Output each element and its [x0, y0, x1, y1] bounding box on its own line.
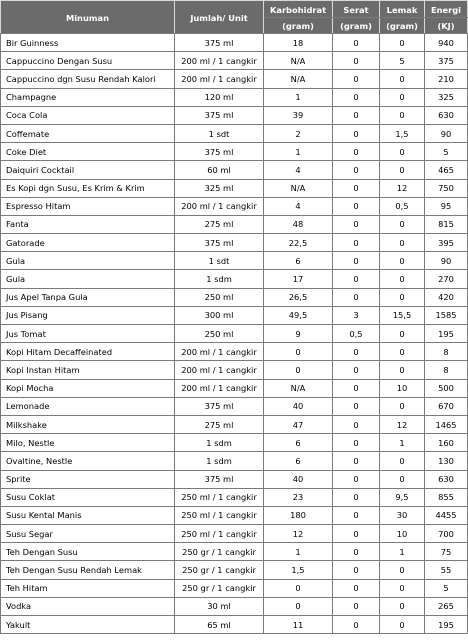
energy-cell: 90: [425, 124, 468, 142]
beverage-name-cell: Sprite: [1, 470, 175, 488]
carbohydrate-cell: 40: [264, 470, 333, 488]
fiber-cell: 0: [333, 616, 380, 634]
carbohydrate-cell: 23: [264, 488, 333, 506]
amount-cell: 30 ml: [175, 597, 264, 615]
fat-cell: 0: [380, 106, 425, 124]
carbohydrate-cell: 47: [264, 415, 333, 433]
table-row: [1, 561, 468, 579]
fiber-cell: 0: [333, 252, 380, 270]
fiber-cell: 0: [333, 288, 380, 306]
table-row: [1, 306, 468, 324]
table-row: [1, 470, 468, 488]
carbohydrate-cell: 6: [264, 452, 333, 470]
carbohydrate-cell: N/A: [264, 70, 333, 88]
fat-cell: 0: [380, 579, 425, 597]
fat-cell: 9,5: [380, 488, 425, 506]
energy-cell: 395: [425, 234, 468, 252]
carbohydrate-cell: 12: [264, 525, 333, 543]
amount-cell: 375 ml: [175, 106, 264, 124]
energy-cell: 500: [425, 379, 468, 397]
amount-cell: 250 gr / 1 cangkir: [175, 561, 264, 579]
energy-cell: 265: [425, 597, 468, 615]
energy-cell: 270: [425, 270, 468, 288]
beverage-name-cell: Teh Hitam: [1, 579, 175, 597]
fiber-cell: 0: [333, 397, 380, 415]
beverage-name-cell: Es Kopi dgn Susu, Es Krim & Krim: [1, 179, 175, 197]
fiber-cell: 0: [333, 452, 380, 470]
header-lemak: Lemak: [380, 1, 425, 18]
table-header: [1, 1, 468, 34]
amount-cell: 1 sdt: [175, 252, 264, 270]
fat-cell: 5: [380, 52, 425, 70]
fiber-cell: 0: [333, 34, 380, 52]
carbohydrate-cell: N/A: [264, 52, 333, 70]
fat-cell: 10: [380, 379, 425, 397]
fiber-cell: 0: [333, 579, 380, 597]
carbohydrate-cell: 18: [264, 34, 333, 52]
fiber-cell: 0: [333, 506, 380, 524]
carbohydrate-cell: 1: [264, 143, 333, 161]
carbohydrate-cell: 9: [264, 325, 333, 343]
fat-cell: 0: [380, 143, 425, 161]
fiber-cell: 0: [333, 52, 380, 70]
fat-cell: 12: [380, 179, 425, 197]
header-jumlah: Jumlah/ Unit: [175, 1, 264, 34]
energy-cell: 95: [425, 197, 468, 215]
fat-cell: 10: [380, 525, 425, 543]
amount-cell: 250 ml / 1 cangkir: [175, 488, 264, 506]
table-row: [1, 379, 468, 397]
amount-cell: 375 ml: [175, 34, 264, 52]
energy-cell: 670: [425, 397, 468, 415]
carbohydrate-cell: N/A: [264, 179, 333, 197]
header-unit-karbohidrat: (gram): [264, 18, 333, 34]
amount-cell: 250 ml / 1 cangkir: [175, 506, 264, 524]
energy-cell: 700: [425, 525, 468, 543]
header-serat: Serat: [333, 1, 380, 18]
carbohydrate-cell: 40: [264, 397, 333, 415]
beverage-name-cell: Jus Apel Tanpa Gula: [1, 288, 175, 306]
fat-cell: 0: [380, 616, 425, 634]
table-row: [1, 270, 468, 288]
fat-cell: 0: [380, 325, 425, 343]
amount-cell: 300 ml: [175, 306, 264, 324]
carbohydrate-cell: 22,5: [264, 234, 333, 252]
energy-cell: 325: [425, 88, 468, 106]
header-karbohidrat: Karbohidrat: [264, 1, 333, 18]
fiber-cell: 0: [333, 179, 380, 197]
amount-cell: 375 ml: [175, 143, 264, 161]
table-row: [1, 579, 468, 597]
amount-cell: 120 ml: [175, 88, 264, 106]
beverage-name-cell: Coffemate: [1, 124, 175, 142]
fiber-cell: 0: [333, 197, 380, 215]
energy-cell: 195: [425, 325, 468, 343]
carbohydrate-cell: 4: [264, 197, 333, 215]
table-row: [1, 488, 468, 506]
beverage-name-cell: Daiquiri Cocktail: [1, 161, 175, 179]
table-row: [1, 452, 468, 470]
beverage-name-cell: Yakult: [1, 616, 175, 634]
energy-cell: 8: [425, 361, 468, 379]
carbohydrate-cell: 2: [264, 124, 333, 142]
fiber-cell: 0: [333, 343, 380, 361]
amount-cell: 65 ml: [175, 616, 264, 634]
amount-cell: 200 ml / 1 cangkir: [175, 343, 264, 361]
energy-cell: 75: [425, 543, 468, 561]
fiber-cell: 0: [333, 543, 380, 561]
fat-cell: 0: [380, 34, 425, 52]
table-row: [1, 361, 468, 379]
energy-cell: 8: [425, 343, 468, 361]
amount-cell: 275 ml: [175, 215, 264, 233]
beverage-name-cell: Coke Diet: [1, 143, 175, 161]
beverage-name-cell: Teh Dengan Susu Rendah Lemak: [1, 561, 175, 579]
table-row: [1, 70, 468, 88]
fat-cell: 0: [380, 270, 425, 288]
beverage-name-cell: Susu Coklat: [1, 488, 175, 506]
carbohydrate-cell: 0: [264, 343, 333, 361]
amount-cell: 375 ml: [175, 397, 264, 415]
table-row: [1, 325, 468, 343]
energy-cell: 90: [425, 252, 468, 270]
fiber-cell: 0: [333, 106, 380, 124]
fat-cell: 30: [380, 506, 425, 524]
table-row: [1, 397, 468, 415]
amount-cell: 200 ml / 1 cangkir: [175, 52, 264, 70]
fat-cell: 0: [380, 70, 425, 88]
fiber-cell: 0: [333, 161, 380, 179]
fat-cell: 0,5: [380, 197, 425, 215]
beverage-name-cell: Kopi Mocha: [1, 379, 175, 397]
beverage-name-cell: Bir Guinness: [1, 34, 175, 52]
carbohydrate-cell: 0: [264, 597, 333, 615]
fat-cell: 0: [380, 161, 425, 179]
table-row: [1, 124, 468, 142]
amount-cell: 200 ml / 1 cangkir: [175, 379, 264, 397]
energy-cell: 750: [425, 179, 468, 197]
fat-cell: 0: [380, 288, 425, 306]
fat-cell: 0: [380, 361, 425, 379]
beverage-name-cell: Cappuccino dgn Susu Rendah Kalori: [1, 70, 175, 88]
table-row: [1, 143, 468, 161]
fiber-cell: 0: [333, 143, 380, 161]
beverage-name-cell: Vodka: [1, 597, 175, 615]
energy-cell: 1465: [425, 415, 468, 433]
beverage-name-cell: Gatorade: [1, 234, 175, 252]
fiber-cell: 0: [333, 597, 380, 615]
fat-cell: 0: [380, 88, 425, 106]
amount-cell: 250 gr / 1 cangkir: [175, 579, 264, 597]
beverage-name-cell: Cappuccino Dengan Susu: [1, 52, 175, 70]
carbohydrate-cell: 0: [264, 579, 333, 597]
energy-cell: 5: [425, 579, 468, 597]
table-row: [1, 415, 468, 433]
header-row: [1, 1, 468, 18]
table-row: [1, 52, 468, 70]
table-row: [1, 179, 468, 197]
fiber-cell: 0: [333, 434, 380, 452]
beverage-name-cell: Coca Cola: [1, 106, 175, 124]
carbohydrate-cell: N/A: [264, 379, 333, 397]
table-row: [1, 525, 468, 543]
carbohydrate-cell: 1,5: [264, 561, 333, 579]
fat-cell: 1,5: [380, 124, 425, 142]
beverage-name-cell: Ovaltine, Nestle: [1, 452, 175, 470]
amount-cell: 1 sdm: [175, 270, 264, 288]
beverage-name-cell: Susu Segar: [1, 525, 175, 543]
table-body: [1, 34, 468, 634]
fiber-cell: 3: [333, 306, 380, 324]
fiber-cell: 0,5: [333, 325, 380, 343]
beverage-name-cell: Lemonade: [1, 397, 175, 415]
energy-cell: 160: [425, 434, 468, 452]
table-row: [1, 106, 468, 124]
table-row: [1, 197, 468, 215]
table-row: [1, 434, 468, 452]
fiber-cell: 0: [333, 415, 380, 433]
amount-cell: 200 ml / 1 cangkir: [175, 197, 264, 215]
header-unit-serat: (gram): [333, 18, 380, 34]
energy-cell: 55: [425, 561, 468, 579]
beverage-name-cell: Milkshake: [1, 415, 175, 433]
carbohydrate-cell: 6: [264, 252, 333, 270]
header-unit-energi: (KJ): [425, 18, 468, 34]
energy-cell: 940: [425, 34, 468, 52]
fiber-cell: 0: [333, 270, 380, 288]
carbohydrate-cell: 180: [264, 506, 333, 524]
beverage-name-cell: Susu Kental Manis: [1, 506, 175, 524]
carbohydrate-cell: 4: [264, 161, 333, 179]
header-energi: Energi: [425, 1, 468, 18]
fiber-cell: 0: [333, 561, 380, 579]
carbohydrate-cell: 0: [264, 361, 333, 379]
amount-cell: 250 gr / 1 cangkir: [175, 543, 264, 561]
fat-cell: 12: [380, 415, 425, 433]
amount-cell: 250 ml: [175, 288, 264, 306]
energy-cell: 815: [425, 215, 468, 233]
amount-cell: 375 ml: [175, 470, 264, 488]
fiber-cell: 0: [333, 379, 380, 397]
fiber-cell: 0: [333, 234, 380, 252]
table-row: [1, 252, 468, 270]
fat-cell: 0: [380, 452, 425, 470]
table-row: [1, 215, 468, 233]
amount-cell: 275 ml: [175, 415, 264, 433]
amount-cell: 325 ml: [175, 179, 264, 197]
amount-cell: 250 ml / 1 cangkir: [175, 525, 264, 543]
beverage-name-cell: Kopi Instan Hitam: [1, 361, 175, 379]
carbohydrate-cell: 1: [264, 88, 333, 106]
amount-cell: 1 sdm: [175, 452, 264, 470]
fat-cell: 0: [380, 597, 425, 615]
beverage-name-cell: Jus Pisang: [1, 306, 175, 324]
amount-cell: 200 ml / 1 cangkir: [175, 70, 264, 88]
table-row: [1, 506, 468, 524]
beverage-name-cell: Gula: [1, 270, 175, 288]
table-row: [1, 616, 468, 634]
table-row: [1, 234, 468, 252]
fat-cell: 1: [380, 434, 425, 452]
amount-cell: 1 sdt: [175, 124, 264, 142]
fiber-cell: 0: [333, 470, 380, 488]
energy-cell: 420: [425, 288, 468, 306]
table-row: [1, 543, 468, 561]
fiber-cell: 0: [333, 361, 380, 379]
fat-cell: 0: [380, 397, 425, 415]
amount-cell: 200 ml / 1 cangkir: [175, 361, 264, 379]
energy-cell: 855: [425, 488, 468, 506]
fat-cell: 0: [380, 215, 425, 233]
energy-cell: 375: [425, 52, 468, 70]
table-row: [1, 34, 468, 52]
table-row: [1, 343, 468, 361]
fat-cell: 1: [380, 543, 425, 561]
table-row: [1, 288, 468, 306]
amount-cell: 1 sdm: [175, 434, 264, 452]
header-minuman: Minuman: [1, 1, 175, 34]
carbohydrate-cell: 49,5: [264, 306, 333, 324]
carbohydrate-cell: 17: [264, 270, 333, 288]
fat-cell: 0: [380, 561, 425, 579]
fiber-cell: 0: [333, 70, 380, 88]
amount-cell: 60 ml: [175, 161, 264, 179]
table-row: [1, 597, 468, 615]
amount-cell: 375 ml: [175, 234, 264, 252]
beverage-name-cell: Milo, Nestle: [1, 434, 175, 452]
energy-cell: 210: [425, 70, 468, 88]
carbohydrate-cell: 11: [264, 616, 333, 634]
carbohydrate-cell: 26,5: [264, 288, 333, 306]
beverage-name-cell: Fanta: [1, 215, 175, 233]
energy-cell: 195: [425, 616, 468, 634]
header-unit-lemak: (gram): [380, 18, 425, 34]
fiber-cell: 0: [333, 488, 380, 506]
energy-cell: 630: [425, 106, 468, 124]
beverage-name-cell: Kopi Hitam Decaffeinated: [1, 343, 175, 361]
carbohydrate-cell: 48: [264, 215, 333, 233]
beverage-name-cell: Champagne: [1, 88, 175, 106]
fiber-cell: 0: [333, 124, 380, 142]
energy-cell: 1585: [425, 306, 468, 324]
energy-cell: 5: [425, 143, 468, 161]
amount-cell: 250 ml: [175, 325, 264, 343]
carbohydrate-cell: 39: [264, 106, 333, 124]
table-row: [1, 88, 468, 106]
beverage-name-cell: Gula: [1, 252, 175, 270]
energy-cell: 465: [425, 161, 468, 179]
fiber-cell: 0: [333, 525, 380, 543]
fat-cell: 0: [380, 470, 425, 488]
beverage-name-cell: Espresso Hitam: [1, 197, 175, 215]
fiber-cell: 0: [333, 215, 380, 233]
carbohydrate-cell: 6: [264, 434, 333, 452]
fat-cell: 0: [380, 234, 425, 252]
carbohydrate-cell: 1: [264, 543, 333, 561]
table-row: [1, 161, 468, 179]
beverage-name-cell: Teh Dengan Susu: [1, 543, 175, 561]
fat-cell: 0: [380, 252, 425, 270]
energy-cell: 4455: [425, 506, 468, 524]
energy-cell: 630: [425, 470, 468, 488]
energy-cell: 130: [425, 452, 468, 470]
fat-cell: 15,5: [380, 306, 425, 324]
fat-cell: 0: [380, 343, 425, 361]
beverage-name-cell: Jus Tomat: [1, 325, 175, 343]
fiber-cell: 0: [333, 88, 380, 106]
